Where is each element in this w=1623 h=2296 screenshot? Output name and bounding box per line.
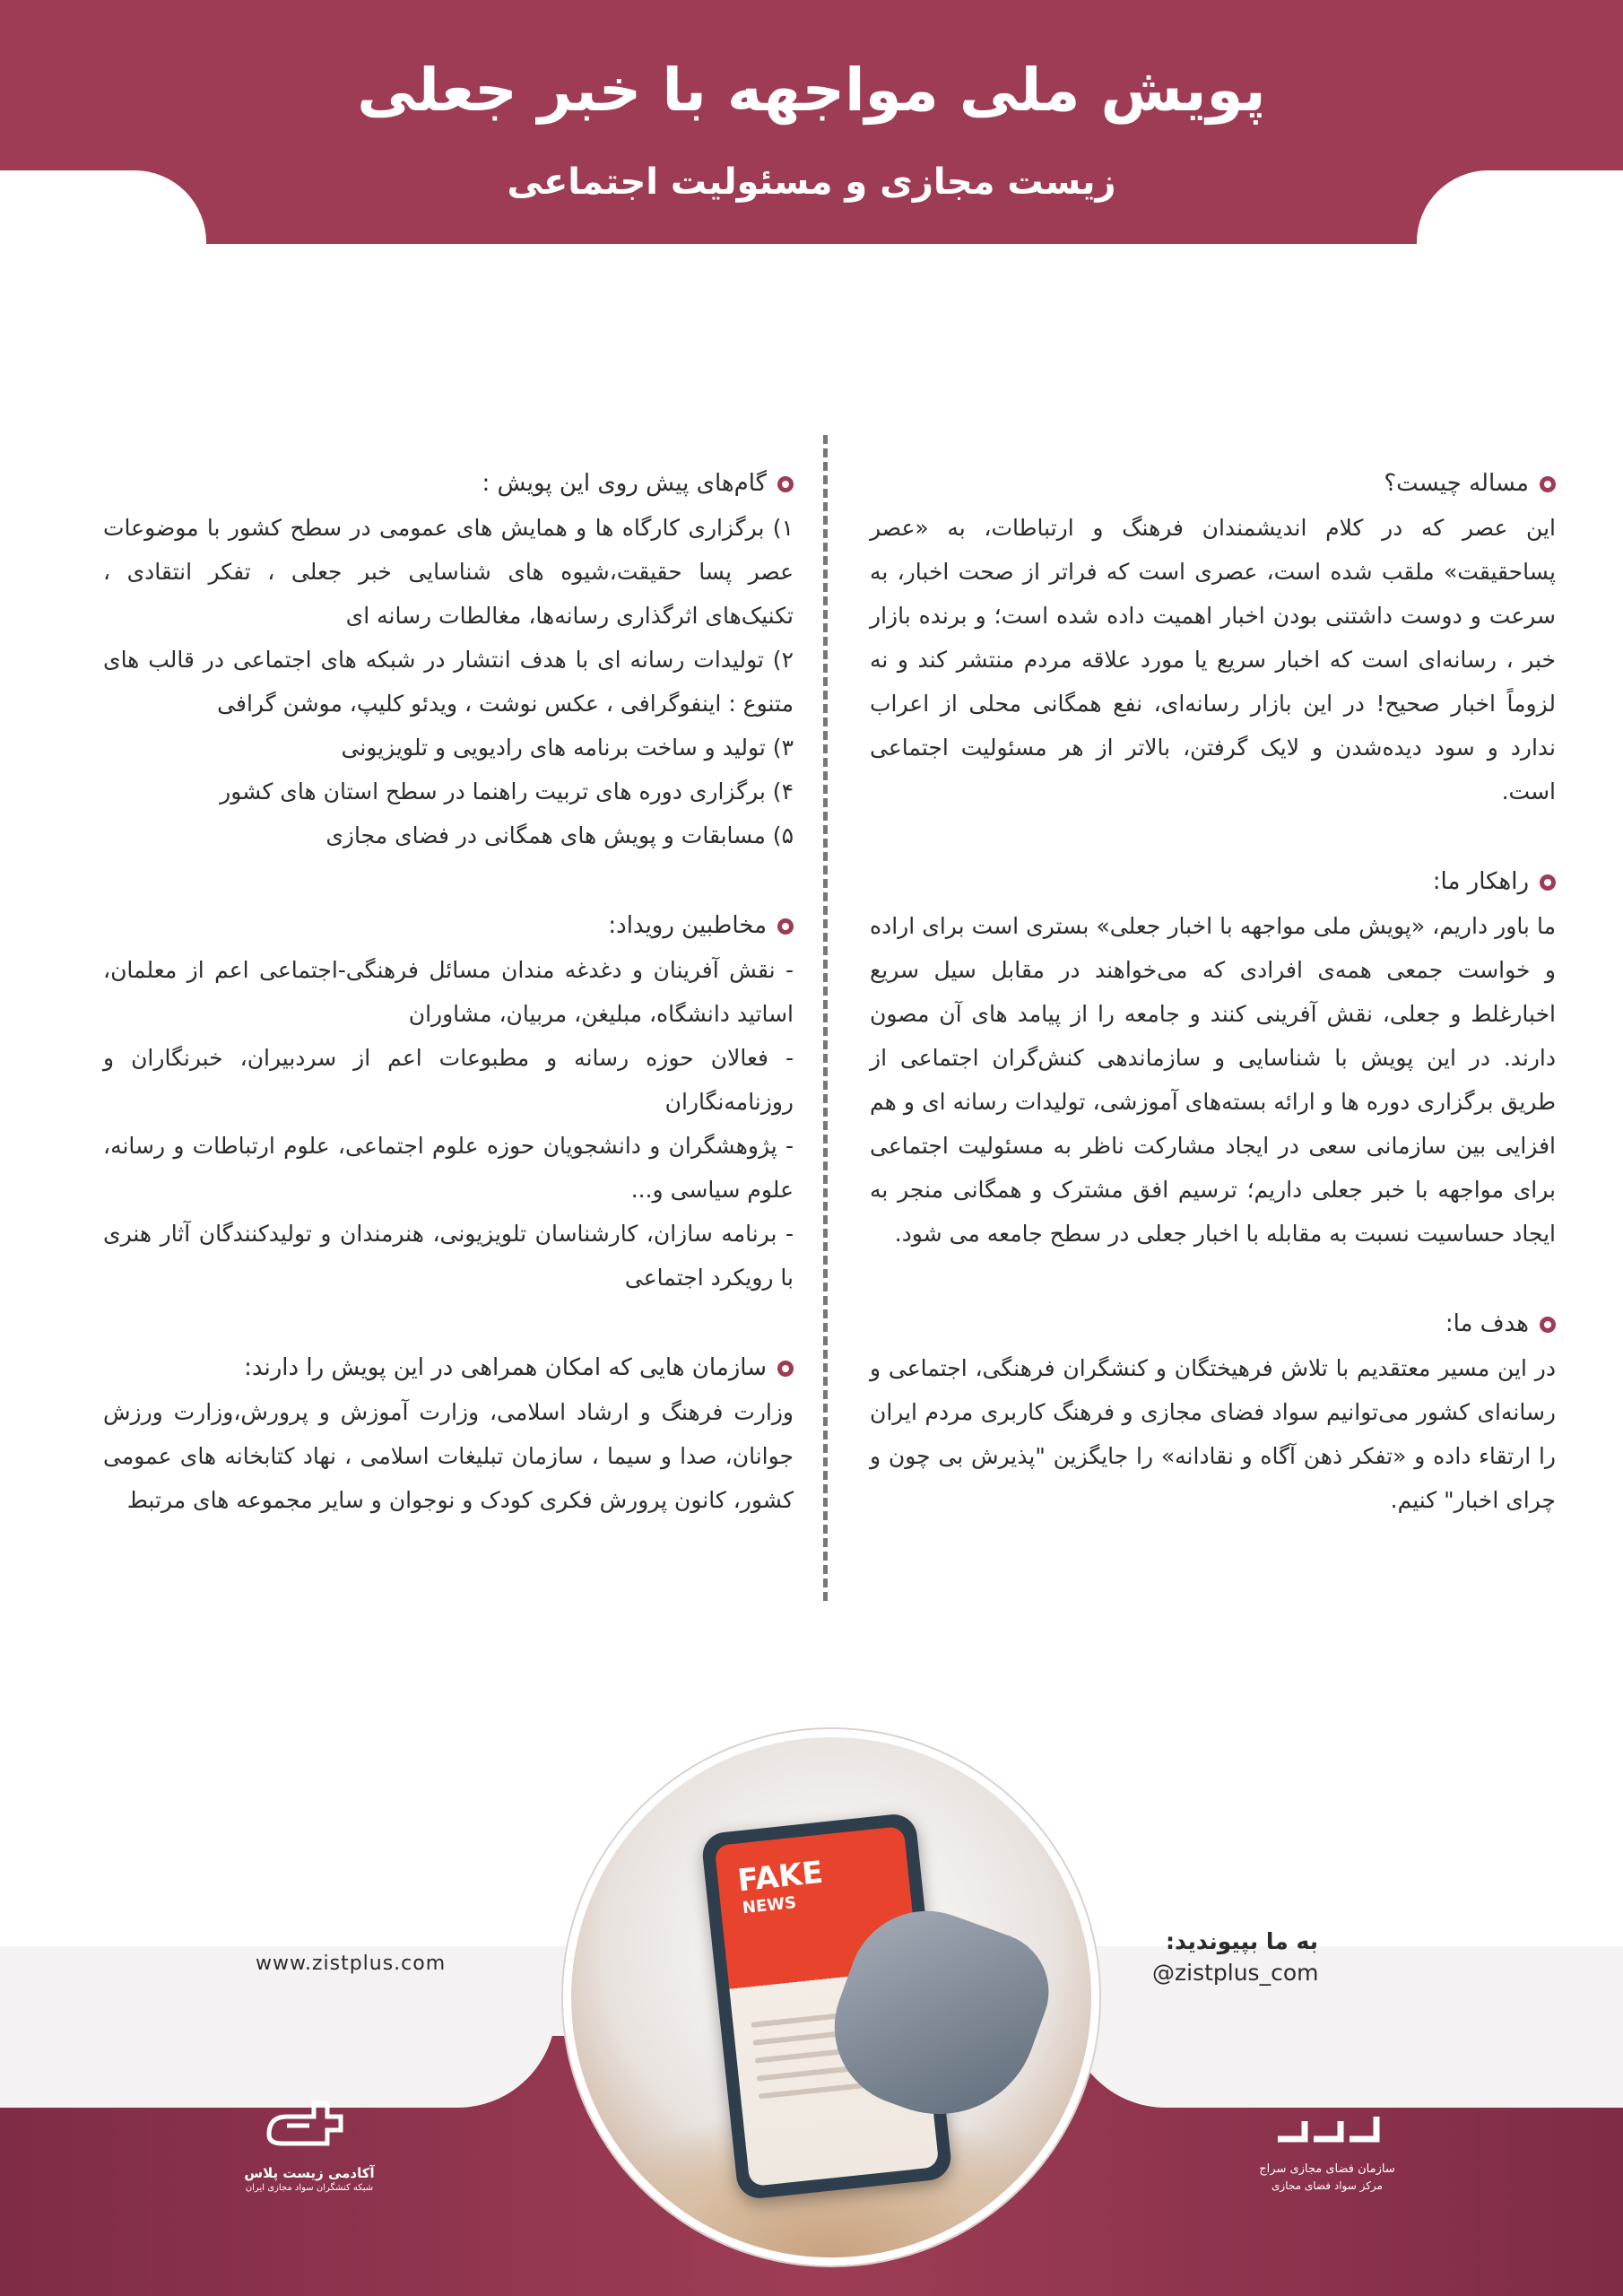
fake-news-illustration bbox=[563, 1729, 1099, 2266]
list-item: - پژوهشگران و دانشجویان حوزه علوم اجتماعی، علوم ارتباطات و رسانه، علوم سیاسی و... bbox=[103, 1133, 794, 1203]
list-item: ۳) تولید و ساخت برنامه های رادیویی و تلویزیونی bbox=[341, 735, 794, 761]
bullet-circle-icon bbox=[1540, 1317, 1556, 1333]
audience-title: مخاطبین رویداد: bbox=[608, 912, 767, 939]
goal-section bbox=[870, 1302, 1556, 1522]
solution-text: ما باور داریم، «پویش ملی مواجهه با اخبار جعلی» بستری است برای اراده و خواست جمعی همه‌ی افرادی که می‌خواهند در مقابل سیل سریع اخبارغلط و جعلی، نقش آفرینی کنند و جامعه را از پیامد های آن مصون دارند. در این پویش با شناسایی و سازماندهی کنش‌گران اجتماعی از طریق برگزاری دوره ها و ارائه بسته‌های آموزشی، تولیدات رسانه ای و هم افزایی بین سازمانی سعی در ایجاد مشارکت ناظر به مسئولیت اجتماعی برای مواجهه با خبر جعلی داریم؛ ترسیم افق مشترک و همگانی منجر به ایجاد حساسیت نسبت به مقابله با اخبار جعلی در سطح جامعه می شود. bbox=[870, 913, 1556, 1247]
fake-label: FAKE bbox=[735, 1854, 825, 1900]
solution-title: راهکار ما: bbox=[1432, 868, 1529, 895]
list-item: ۱) برگزاری کارگاه ها و همایش های عمومی در سطح کشور با موضوعات عصر پسا حقیقت،شیوه های شناسایی خبر جعلی ، تفکر انتقادی ، تکنیک‌های اثرگذاری رسانه‌ها، مغالطات رسانه ای bbox=[103, 515, 794, 629]
list-item: ۵) مسابقات و پویش های همگانی در فضای مجازی bbox=[325, 822, 794, 848]
organizations-section bbox=[103, 1346, 794, 1522]
website-link[interactable]: www.zistplus.com bbox=[256, 1952, 447, 1975]
news-label: NEWS bbox=[741, 1892, 798, 1918]
page-subtitle: زیست مجازی و مسئولیت اجتماعی bbox=[507, 161, 1116, 203]
steps-title: گام‌های پیش روی این پویش : bbox=[482, 470, 767, 497]
list-item: ۴) برگزاری دوره های تربیت راهنما در سطح استان های کشور bbox=[220, 778, 794, 804]
organizations-title: سازمان هایی که امکان همراهی در این پویش را دارند: bbox=[244, 1354, 767, 1381]
seraj-logo-icon bbox=[1269, 2103, 1385, 2157]
organizations-text: وزارت فرهنگ و ارشاد اسلامی، وزارت آموزش و پرورش،وزارت ورزش جوانان، صدا و سیما ، سازمان تبلیغات اسلامی ، نهاد کتابخانه های عمومی کشور، کانون پرورش فکری کودک و نوجوان و سایر مجموعه های مرتبط bbox=[103, 1399, 794, 1513]
seraj-logo: سازمان فضای مجازی سراج مرکز سواد فضای مجازی bbox=[1255, 2103, 1399, 2192]
left-column bbox=[103, 462, 794, 1522]
social-handle[interactable]: @zistplus_com bbox=[1152, 1960, 1319, 1986]
steps-section bbox=[103, 462, 794, 857]
zistplus-logo: آکادمی زیست پلاس شبکه کنشگران سواد مجازی ایران bbox=[242, 2081, 377, 2193]
problem-section bbox=[870, 462, 1556, 813]
bullet-circle-icon bbox=[777, 1361, 794, 1377]
footer-curve-right bbox=[1067, 2009, 1623, 2108]
goal-title: هدف ما: bbox=[1445, 1310, 1529, 1337]
column-divider bbox=[823, 435, 828, 1601]
page-title: پویش ملی مواجهه با خبر جعلی bbox=[357, 56, 1266, 125]
audience-section bbox=[103, 904, 794, 1300]
bullet-circle-icon bbox=[777, 476, 794, 492]
list-item: - برنامه سازان، کارشناسان تلویزیونی، هنرمندان و تولیدکنندگان آثار هنری با رویکرد اجتماعی bbox=[103, 1221, 794, 1291]
list-item: - فعالان حوزه رسانه و مطبوعات اعم از سردبیران، خبرنگاران و روزنامه‌نگاران bbox=[103, 1045, 794, 1115]
follow-label: به ما بپیوندید: bbox=[1166, 1928, 1318, 1954]
list-item: ۲) تولیدات رسانه ای با هدف انتشار در شبکه های اجتماعی در قالب های متنوع : اینفوگرافی ، عکس نوشت ، ویدئو کلیپ، موشن گرافی bbox=[103, 647, 794, 717]
list-item: - نقش آفرینان و دغدغه مندان مسائل فرهنگی-اجتماعی اعم از معلمان، اساتید دانشگاه، مبلیغن، مربیان، مشاوران bbox=[103, 957, 794, 1027]
bullet-circle-icon bbox=[1540, 476, 1556, 492]
problem-text: این عصر که در کلام اندیشمندان فرهنگ و ارتباطات، به «عصر پساحقیقت» ملقب شده است، عصری است که فراتر از صحت اخبار، به سرعت و دوست داشتنی بودن اخبار اهمیت داده شده است؛ و برنده بازار خبر ، رسانه‌ای است که اخبار سریع یا مورد علاقه مردم منتشر کند و نه لزوماً اخبار صحیح! در این بازار رسانه‌ای، نفع همگانی محلی از اعراب ندارد و سود دیدەشدن و لایک گرفتن، بالاتر از هر مسئولیت اجتماعی است. bbox=[870, 515, 1556, 804]
bullet-circle-icon bbox=[1540, 874, 1556, 891]
bullet-circle-icon bbox=[777, 918, 794, 935]
problem-title: مساله چیست؟ bbox=[1384, 470, 1529, 497]
goal-text: در این مسیر معتقدیم با تلاش فرهیختگان و کنشگران فرهنگی، اجتماعی و رسانه‌ای کشور می‌توانیم سواد فضای مجازی و فرهنگ کاربری مردم ایران را ارتقاء داده و «تفکر ذهن آگاه و نقادانه» را جایگزین "پذیرش بی چون و چرای اخبار" کنیم. bbox=[870, 1355, 1556, 1513]
solution-section bbox=[870, 860, 1556, 1256]
zistplus-logo-icon bbox=[251, 2081, 368, 2161]
right-column bbox=[870, 462, 1556, 1522]
